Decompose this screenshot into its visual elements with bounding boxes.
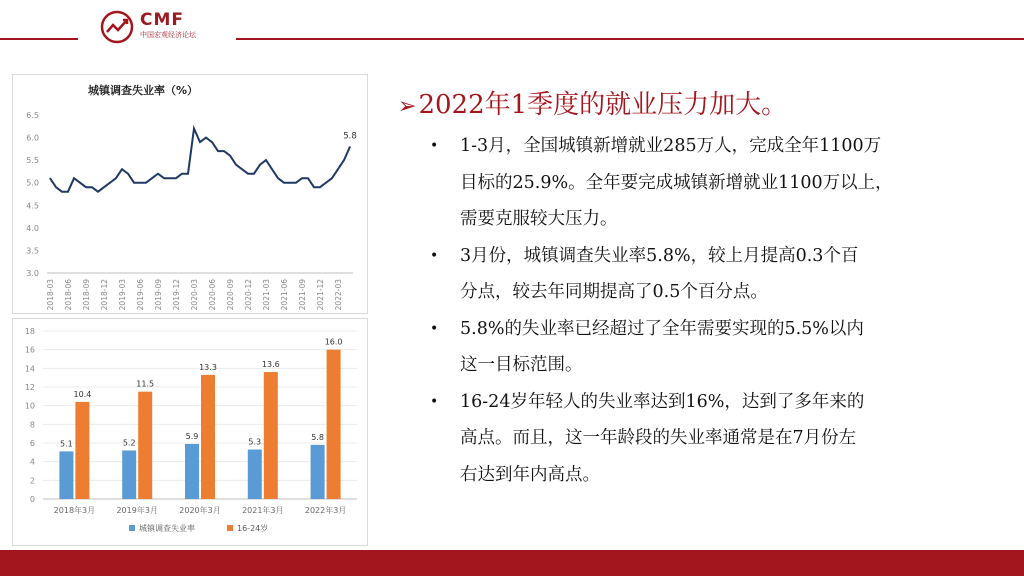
bullet-line: 分点，较去年同期提高了0.5个百分点。 <box>460 282 768 302</box>
line-chart <box>13 75 367 313</box>
line-series <box>50 129 350 192</box>
line-ytick-label: 6.0 <box>26 133 39 143</box>
line-point <box>152 178 153 179</box>
line-point <box>74 178 75 179</box>
line-point <box>212 142 213 143</box>
bar-youth <box>201 375 215 499</box>
line-xtick-label: 2019-06 <box>136 279 145 311</box>
line-point <box>122 169 123 170</box>
line-xtick-label: 2022-03 <box>334 279 343 311</box>
line-point <box>254 173 255 174</box>
bar-urban <box>122 450 136 499</box>
line-point <box>248 173 249 174</box>
header-rule-left <box>0 38 78 40</box>
legend-label: 城镇调查失业率 <box>139 524 195 533</box>
bar-value-label: 13.3 <box>199 362 217 372</box>
bar-ytick-label: 8 <box>29 420 35 430</box>
line-xtick-label: 2018-12 <box>100 279 109 311</box>
line-xtick-label: 2018-06 <box>64 279 73 311</box>
line-ytick-label: 3.5 <box>26 246 39 256</box>
bar-category-label: 2021年3月 <box>242 506 284 515</box>
line-point <box>134 182 135 183</box>
line-xtick-label: 2019-09 <box>154 279 163 311</box>
line-xtick-label: 2021-06 <box>280 279 289 311</box>
logo <box>100 10 240 44</box>
bar-urban <box>59 451 73 499</box>
bar-ytick-label: 0 <box>29 495 35 504</box>
line-point <box>104 187 105 188</box>
bullet-dot-icon: • <box>430 393 439 410</box>
line-point <box>188 173 189 174</box>
arrow-bullet-icon: ➢ <box>398 94 417 119</box>
line-point <box>302 178 303 179</box>
bullet-line: 这一目标范围。 <box>460 355 583 375</box>
line-point <box>80 182 81 183</box>
bar-ytick-label: 2 <box>29 476 35 486</box>
bar-category-label: 2018年3月 <box>53 506 96 515</box>
line-point <box>218 151 219 152</box>
line-point <box>200 142 201 143</box>
header-rule-right <box>236 38 1024 40</box>
bullet-line: 16-24岁年轻人的失业率达到16%，达到了多年来的 <box>460 391 865 412</box>
bar-value-label: 10.4 <box>73 389 92 399</box>
line-point <box>266 160 267 161</box>
line-point <box>290 182 291 183</box>
line-point <box>176 178 177 179</box>
bullet-dot-icon: • <box>430 247 439 264</box>
logo-brand: CMF <box>140 10 185 30</box>
bar-ytick-label: 18 <box>24 327 35 336</box>
line-point <box>158 173 159 174</box>
bar-ytick-label: 12 <box>24 383 35 392</box>
bar-ytick-label: 6 <box>29 439 35 448</box>
line-point <box>296 182 297 183</box>
bullet-item <box>424 238 1004 311</box>
line-xtick-label: 2021-12 <box>316 279 325 311</box>
line-point <box>278 178 279 179</box>
bullet-line: 5.8%的失业率已经超过了全年需要实现的5.5%以内 <box>460 318 864 339</box>
line-point <box>326 182 327 183</box>
bar-value-label: 5.8 <box>311 432 324 442</box>
line-point <box>110 182 111 183</box>
line-xtick-label: 2020-09 <box>226 279 235 311</box>
line-xtick-label: 2019-03 <box>118 279 127 311</box>
line-point <box>284 182 285 183</box>
bar-urban <box>311 445 325 499</box>
line-xtick-label: 2018-09 <box>82 279 91 311</box>
line-point <box>98 191 99 192</box>
line-xtick-label: 2020-03 <box>190 279 199 311</box>
bullet-line: 目标的25.9%。全年要完成城镇新增就业1100万以上， <box>460 172 893 193</box>
bar-youth <box>264 372 278 499</box>
line-point <box>92 187 93 188</box>
bar-value-label: 5.2 <box>122 438 136 448</box>
line-xtick-label: 2020-12 <box>244 279 253 311</box>
bar-ytick-label: 4 <box>29 457 35 467</box>
bar-value-label: 16.0 <box>324 337 343 347</box>
line-point <box>56 187 57 188</box>
line-xtick-label: 2019-12 <box>172 279 181 311</box>
line-point <box>272 169 273 170</box>
line-point <box>170 178 171 179</box>
line-point <box>140 182 141 183</box>
line-xtick-label: 2021-09 <box>298 279 307 311</box>
bar-ytick-label: 10 <box>24 401 35 411</box>
bullet-line: 1-3月，全国城镇新增就业285万人，完成全年1100万 <box>460 136 882 156</box>
bullet-dot-icon: • <box>430 138 439 154</box>
bar-youth <box>327 350 341 499</box>
bar-chart <box>13 319 367 545</box>
line-point <box>116 178 117 179</box>
line-xtick-label: 2021-03 <box>262 279 271 311</box>
line-point <box>338 169 339 170</box>
bar-value-label: 5.9 <box>185 431 199 441</box>
bar-chart-panel <box>12 318 368 546</box>
bar-value-label: 5.3 <box>248 437 262 447</box>
bar-youth <box>138 392 152 499</box>
line-ytick-label: 6.5 <box>26 111 39 120</box>
line-xtick-label: 2018-03 <box>46 279 55 311</box>
line-point <box>224 151 225 152</box>
bar-ytick-label: 16 <box>24 345 35 355</box>
line-point <box>62 191 63 192</box>
line-xtick-label: 2020-06 <box>208 279 217 311</box>
line-point <box>68 191 69 192</box>
line-point <box>206 137 207 138</box>
slide-heading-text: 2022年1季度的就业压力加大。 <box>418 90 788 120</box>
legend-swatch <box>227 525 233 531</box>
line-chart-panel <box>12 74 368 314</box>
logo-subtitle: 中国宏观经济论坛 <box>140 31 196 39</box>
line-point <box>230 155 231 156</box>
logo-mark-icon <box>100 10 134 44</box>
line-point <box>164 178 165 179</box>
bar-value-label: 11.5 <box>136 379 155 389</box>
bullet-item <box>424 384 1004 494</box>
line-point <box>260 164 261 165</box>
bullet-item <box>424 128 1004 238</box>
footer-bar <box>0 550 1024 576</box>
bullet-item <box>424 311 1004 384</box>
bullet-list <box>424 128 1004 493</box>
slide-heading <box>398 84 787 121</box>
bar-urban <box>248 450 262 499</box>
legend-swatch <box>129 525 135 531</box>
line-point <box>332 178 333 179</box>
bar-urban <box>185 444 199 499</box>
bullet-line: 需要克服较大压力。 <box>460 209 618 229</box>
line-ytick-label: 5.0 <box>26 178 39 188</box>
bullet-line: 右达到年内高点。 <box>460 464 600 485</box>
legend-label: 16-24岁 <box>237 524 269 533</box>
line-point <box>146 182 147 183</box>
line-ytick-label: 4.5 <box>26 201 39 211</box>
bar-value-label: 5.1 <box>60 439 73 449</box>
bar-category-label: 2022年3月 <box>304 506 347 515</box>
bar-category-label: 2020年3月 <box>179 506 221 515</box>
line-ytick-label: 4.0 <box>26 223 39 233</box>
line-point <box>128 173 129 174</box>
bullet-line: 高点。而且，这一年龄段的失业率通常是在7月份左 <box>460 428 857 448</box>
line-point <box>344 160 345 161</box>
line-chart-title: 城镇调查失业率（%） <box>87 84 199 97</box>
line-point <box>182 173 183 174</box>
line-point <box>86 187 87 188</box>
line-point <box>236 164 237 165</box>
bar-category-label: 2019年3月 <box>116 506 158 515</box>
bar-youth <box>75 402 89 499</box>
bullet-dot-icon: • <box>430 320 439 337</box>
line-point <box>314 187 315 188</box>
line-end-label: 5.8 <box>343 131 357 142</box>
bar-value-label: 13.6 <box>261 360 280 370</box>
line-ytick-label: 5.5 <box>26 156 39 166</box>
bullet-line: 3月份，城镇调查失业率5.8%，较上月提高0.3个百 <box>460 245 859 266</box>
bar-ytick-label: 14 <box>24 364 35 374</box>
line-point <box>350 146 351 147</box>
line-point <box>50 178 51 179</box>
line-point <box>194 128 195 129</box>
line-point <box>242 169 243 170</box>
line-point <box>320 187 321 188</box>
line-point <box>308 178 309 179</box>
line-ytick-label: 3.0 <box>26 269 39 278</box>
